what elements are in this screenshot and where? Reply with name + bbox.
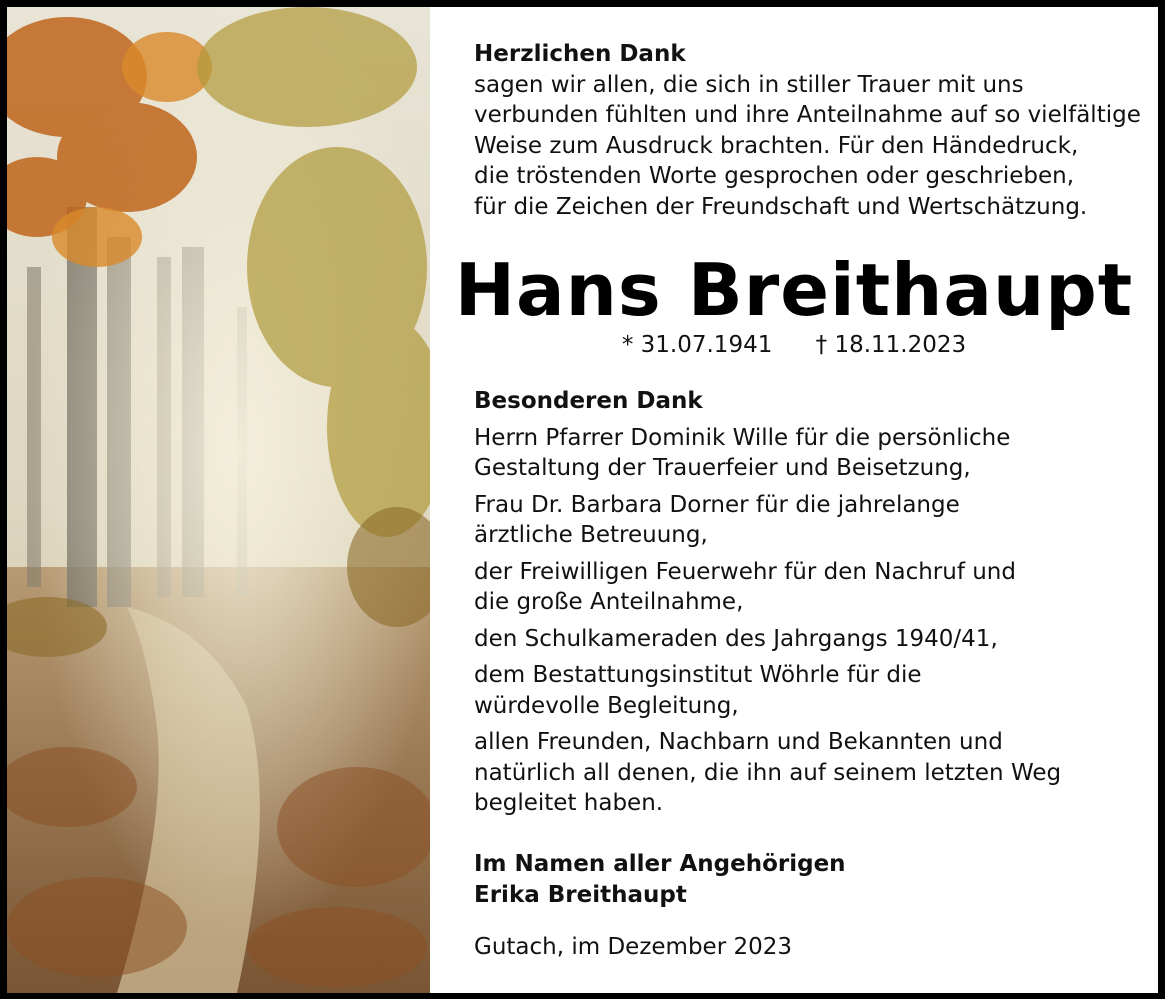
place-date-text: Gutach, im Dezember 2023 [474, 934, 793, 960]
thanks-line: würdevolle Begleitung, [474, 692, 739, 719]
thanks-line: der Freiwilligen Feuerwehr für den Nachruf und [474, 558, 1016, 585]
thanks-line: allen Freunden, Nachbarn und Bekannten und [474, 729, 1003, 755]
signature-line: Im Namen aller Angehörigen [474, 851, 846, 877]
death-date: † 18.11.2023 [815, 332, 967, 358]
intro-line: sagen wir allen, die sich in stiller Trauer mit uns [474, 71, 1024, 98]
birth-date: * 31.07.1941 [621, 332, 773, 358]
thanks-paragraph [474, 557, 1138, 618]
intro-line: Weise zum Ausdruck brachten. Für den Händedruck, [474, 132, 1079, 159]
thanks-line: begleitet haben. [474, 790, 664, 816]
thanks-paragraph [474, 727, 1138, 819]
thanks-line: die große Anteilnahme, [474, 589, 744, 615]
text-panel [430, 7, 1158, 993]
thanks-line: natürlich all denen, die ihn auf seinem letzten Weg [474, 759, 1062, 786]
thanks-line: ärztliche Betreuung, [474, 522, 708, 548]
intro-line: für die Zeichen der Freundschaft und Wertschätzung. [474, 193, 1088, 220]
signature-name: Erika Breithaupt [474, 881, 687, 908]
thanks-paragraph [474, 423, 1138, 484]
intro-line: die tröstenden Worte gesprochen oder geschrieben, [474, 163, 1075, 189]
forest-path-photo [7, 7, 430, 993]
thanks-line: den Schulkameraden des Jahrgangs 1940/41, [474, 625, 998, 652]
place-date [474, 932, 1138, 963]
life-dates [430, 330, 1158, 360]
thanks-line: Gestaltung der Trauerfeier und Beisetzung, [474, 455, 971, 481]
thanks-paragraph [474, 490, 1138, 551]
thanks-section [474, 386, 1138, 825]
thanks-paragraph [474, 624, 1138, 655]
thanks-line: Frau Dr. Barbara Dorner für die jahrelange [474, 491, 960, 518]
thanks-paragraph [474, 660, 1138, 721]
signature-section [474, 849, 1138, 910]
thanks-heading: Besonderen Dank [474, 388, 703, 414]
intro-heading: Herzlichen Dank [474, 41, 686, 67]
thanks-line: Herrn Pfarrer Dominik Wille für die persönliche [474, 424, 1011, 451]
thanks-line: dem Bestattungsinstitut Wöhrle für die [474, 662, 922, 688]
intro-line: verbunden fühlten und ihre Anteilnahme auf so vielfältige [474, 102, 1141, 128]
intro-section [474, 39, 1141, 222]
deceased-name: Hans Breithaupt [454, 248, 1134, 332]
